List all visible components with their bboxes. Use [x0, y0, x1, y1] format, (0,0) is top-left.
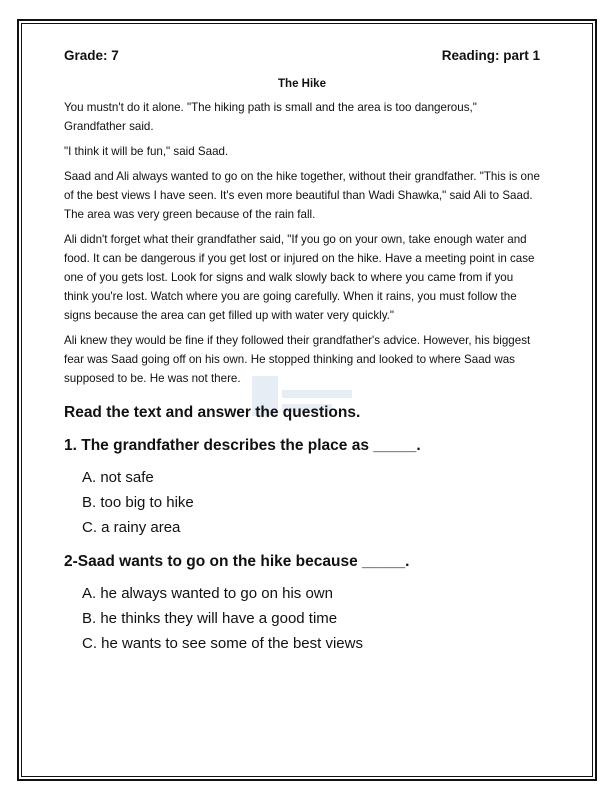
- question-2-options: [82, 581, 540, 656]
- story-paragraph: Ali knew they would be fine if they followed their grandfather's advice. However, his biggest fear was Saad going off on his own. He stopped thinking and looked to where Saad was supposed to be. He was not there.: [64, 334, 531, 385]
- answer-option[interactable]: B. he thinks they will have a good time: [82, 610, 338, 627]
- worksheet: [64, 47, 540, 656]
- section-label: Reading: part 1: [441, 48, 540, 63]
- story-paragraph: Ali didn't forget what their grandfather said, "If you go on your own, take enough water and food. It can be dangerous if you get lost or injured on the hike. Have a meeting point in case one of you gets lost. Look for signs and walk slowly back to where you came from if you think you're lost. Watch where you are going carefully. When it rains, you must follow the signs because the area can get filled up with water very quickly.": [64, 233, 535, 322]
- instructions-heading: Read the text and answer the questions.: [64, 404, 361, 421]
- worksheet-header: [64, 47, 540, 65]
- question-1: 1. The grandfather describes the place as _____.: [64, 437, 421, 454]
- story-title: The Hike: [278, 78, 326, 90]
- story-paragraph: "I think it will be fun," said Saad.: [64, 145, 229, 158]
- story-paragraph: You mustn't do it alone. "The hiking path is small and the area is too dangerous," Grandfather said.: [64, 101, 477, 133]
- answer-option[interactable]: B. too big to hike: [82, 494, 194, 511]
- answer-option[interactable]: A. he always wanted to go on his own: [82, 585, 333, 602]
- answer-option[interactable]: C. he wants to see some of the best views: [82, 635, 363, 652]
- grade-label: Grade: 7: [64, 48, 119, 63]
- answer-option[interactable]: A. not safe: [82, 469, 154, 486]
- story-paragraph: Saad and Ali always wanted to go on the hike together, without their grandfather. "This is one of the best views I have seen. It's even more beautiful than Wadi Shawka," said Ali to Saad. The area was very green because of the rain fall.: [64, 170, 540, 221]
- question-1-options: [82, 465, 540, 540]
- question-2: 2-Saad wants to go on the hike because _____.: [64, 553, 410, 570]
- answer-option[interactable]: C. a rainy area: [82, 519, 181, 536]
